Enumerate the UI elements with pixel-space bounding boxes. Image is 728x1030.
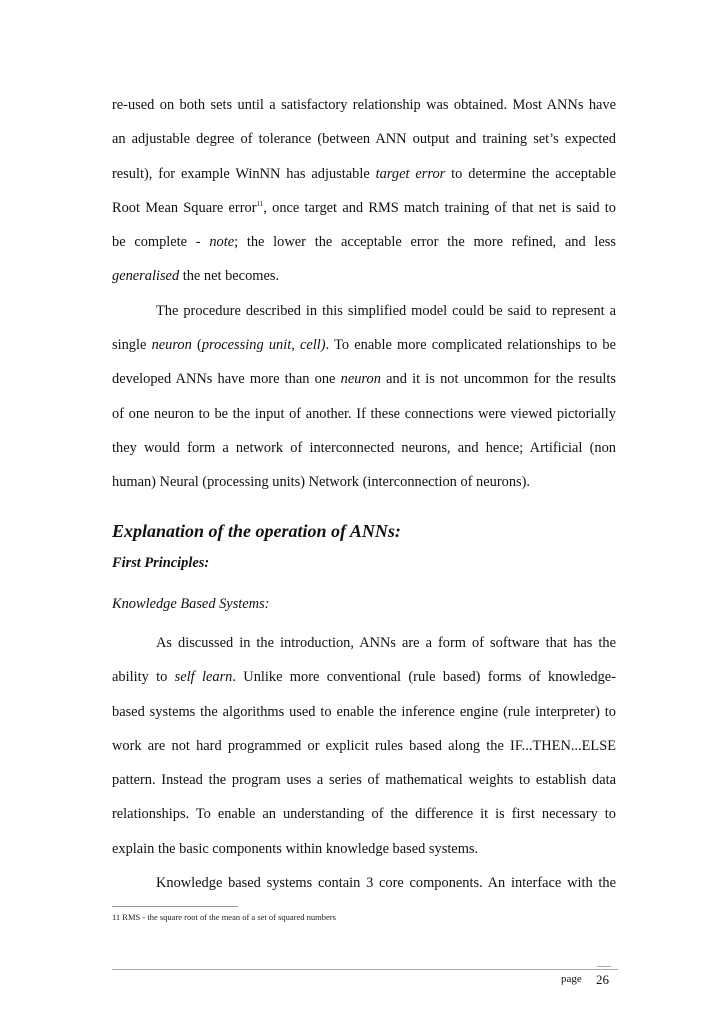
text-line: pattern. Instead the program uses a series of mathematical weights to establish data (112, 772, 616, 789)
emphasis-note: note (209, 234, 235, 251)
emphasis-target-error: target error (375, 165, 446, 182)
page-label: page (561, 973, 582, 985)
text-line: based systems the algorithms used to enable the inference engine (rule interpreter) to (112, 703, 616, 720)
body-text-bottom (112, 600, 616, 900)
paragraph-4 (112, 866, 616, 900)
emphasis-generalised: generalised (112, 268, 180, 285)
footnote-divider (112, 906, 238, 907)
text-line: single neuron (processing unit, cell). To enable more complicated relationships to be (112, 337, 616, 354)
text-line: generalised the net becomes. (112, 268, 280, 285)
text-line: developed ANNs have more than one neuron and it is not uncommon for the results (112, 371, 616, 388)
emphasis-neuron: neuron (151, 337, 192, 354)
emphasis-processing-unit: processing unit, cell) (201, 337, 326, 354)
page-number: 26 (596, 972, 609, 987)
section-heading: Explanation of the operation of ANNs: (112, 521, 401, 541)
subheading: First Principles: (112, 555, 210, 571)
text-line: Root Mean Square error$^{11}$, once target and RMS match training of that net is said to (112, 199, 616, 216)
text-line: ability to self learn. Unlike more conventional (rule based) forms of knowledge- (112, 669, 616, 686)
text-line: be complete - note; the lower the acceptable error the more refined, and less (112, 234, 616, 251)
text-line: result), for example WinNN has adjustable target error to determine the acceptable (112, 165, 616, 182)
emphasis-neuron: neuron (340, 371, 381, 388)
text-line: of one neuron to be the input of another. If these connections were viewed pictorially (112, 405, 616, 422)
footer-divider-accent (597, 966, 611, 967)
text-line: relationships. To enable an understanding of the difference it is first necessary to (112, 806, 616, 823)
footer-divider (112, 969, 618, 970)
text-line: Knowledge based systems contain 3 core components. An interface with the (156, 875, 616, 892)
emphasis-self-learn: self learn (174, 669, 233, 686)
text-line: work are not hard programmed or explicit rules based along the IF...THEN...ELSE (112, 737, 616, 754)
text-line: they would form a network of interconnected neurons, and hence; Artificial (non (112, 439, 616, 456)
paragraph-2 (112, 294, 616, 500)
paragraph-3 (112, 600, 616, 866)
text-line: As discussed in the introduction, ANNs are a form of software that has the (156, 635, 616, 651)
text-line: human) Neural (processing units) Network (interconnection of neurons). (112, 474, 531, 491)
body-text-top (112, 88, 616, 500)
subsubheading: Knowledge Based Systems: (112, 596, 270, 612)
text-line: explain the basic components within knowledge based systems. (112, 840, 479, 857)
footnote-ref: 11 (256, 200, 264, 209)
text-line: The procedure described in this simplified model could be said to represent a (156, 302, 616, 319)
paragraph-1 (112, 88, 616, 294)
footnote: 11 RMS - the square root of the mean of a set of squared numbers (112, 912, 336, 922)
text-line: an adjustable degree of tolerance (between ANN output and training set’s expected (112, 131, 616, 148)
text-line: re-used on both sets until a satisfactory relationship was obtained. Most ANNs have (112, 97, 616, 113)
